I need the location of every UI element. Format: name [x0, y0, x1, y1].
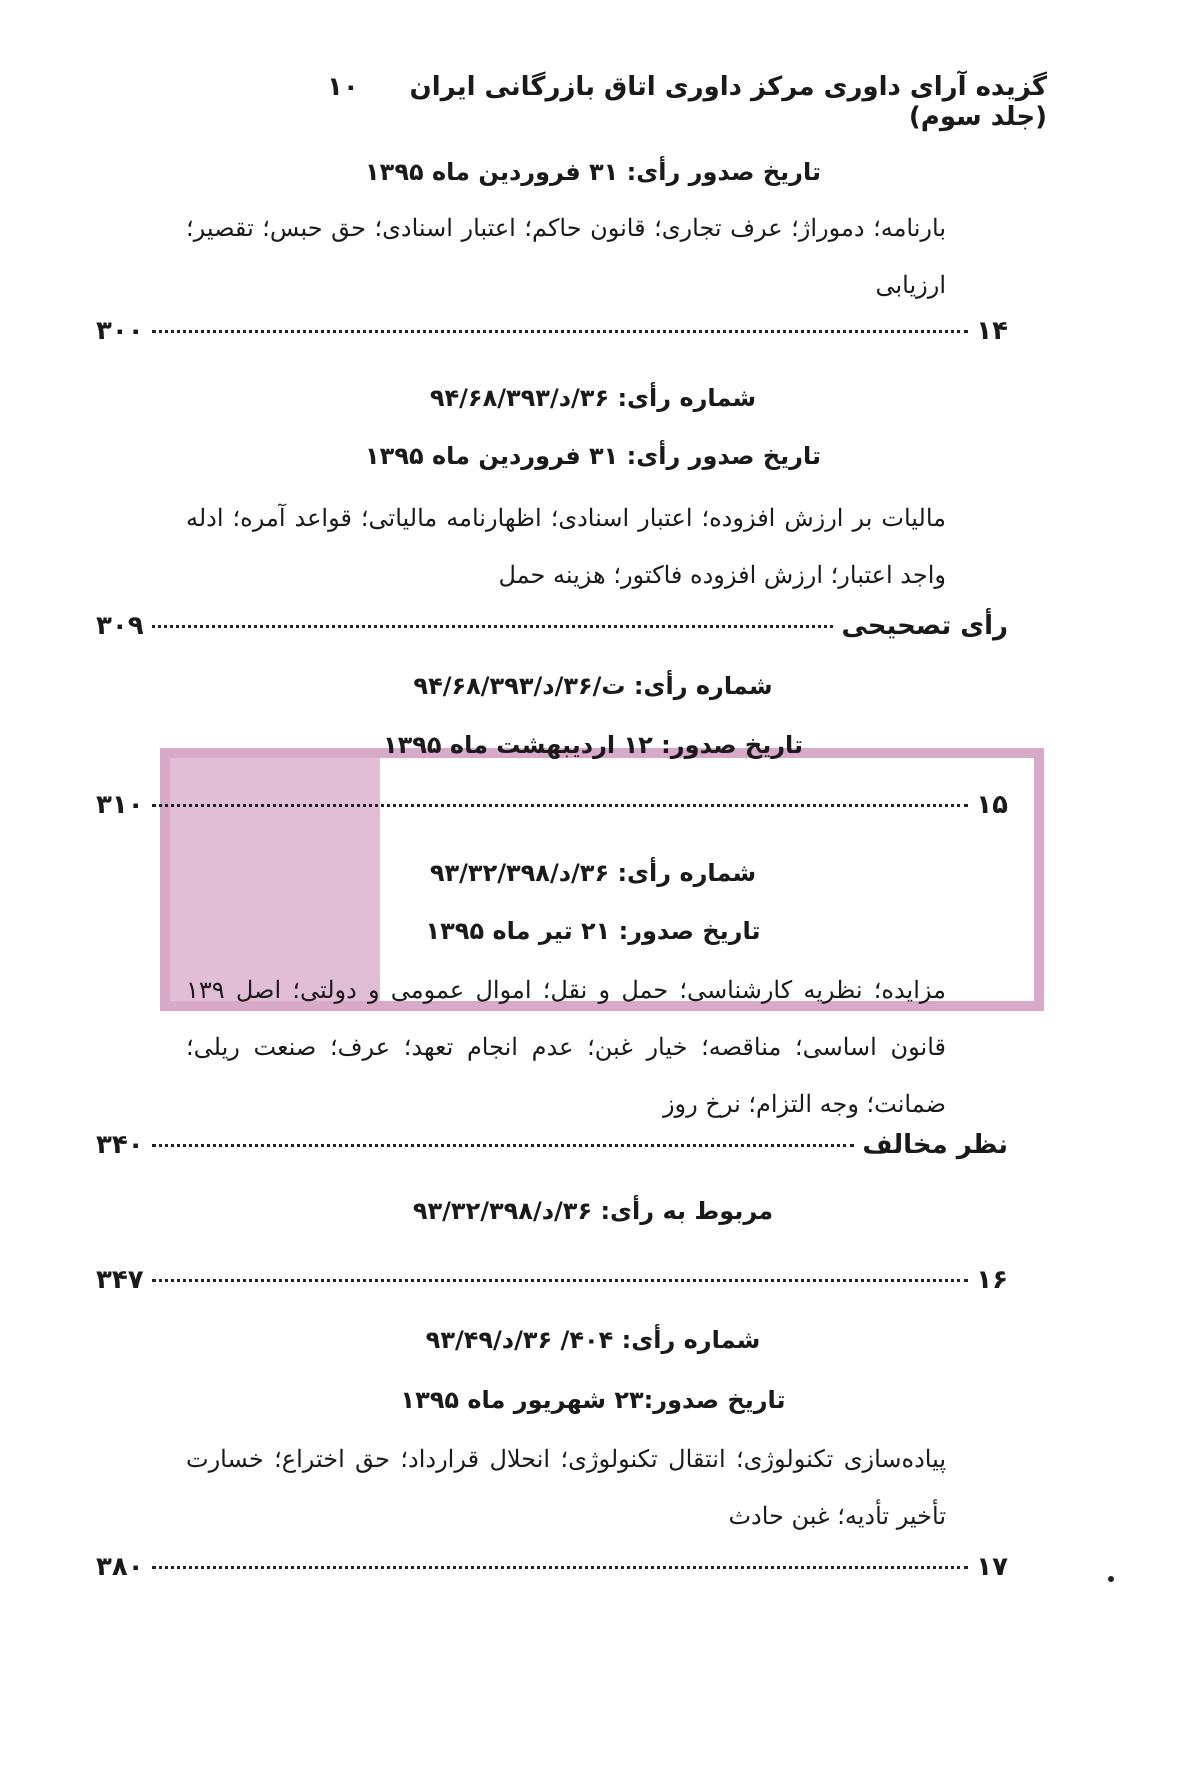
- toc-row-dissent[interactable]: [96, 1130, 1008, 1170]
- toc-row-15[interactable]: [96, 790, 1008, 830]
- leader-dots: [152, 625, 834, 628]
- toc-label: نظر مخالف: [862, 1130, 1008, 1160]
- toc-page-number: ۳۱۰: [96, 790, 144, 820]
- toc-row-16[interactable]: [96, 1265, 1008, 1305]
- entry16-keywords: پیاده‌سازی تکنولوژی؛ انتقال تکنولوژی؛ انحلال قرارداد؛ حق اختراع؛ خسارت تأخیر تأدیه؛ غبن حادث: [186, 1445, 946, 1530]
- entry16-number: شماره رأی: ۴۰۴/ ۳۶/د/۹۳/۴۹: [425, 1326, 761, 1354]
- leader-dots: [152, 330, 969, 333]
- toc-row-correction[interactable]: [96, 611, 1008, 651]
- leader-dots: [152, 804, 969, 807]
- entry15-keywords: مزایده؛ نظریه کارشناسی؛ حمل و نقل؛ اموال عمومی و دولتی؛ اصل ۱۳۹ قانون اساسی؛ مناقصه؛ خیار غبن؛ عدم انجام تعهد؛ عرف؛ صنعت ریلی؛ ضمانت؛ وجه التزام؛ نرخ روز: [186, 976, 946, 1118]
- toc-page-number: ۳۴۰: [96, 1130, 144, 1160]
- toc-page-number: ۳۸۰: [96, 1552, 144, 1582]
- toc-row-17[interactable]: [96, 1552, 1008, 1592]
- leader-dots: [152, 1144, 855, 1147]
- entry16-date: تاریخ صدور:۲۳ شهریور ماه ۱۳۹۵: [400, 1386, 786, 1414]
- page-number: ۱۰: [327, 72, 359, 102]
- leader-dots: [152, 1566, 969, 1569]
- toc-page-number: ۳۰۹: [96, 611, 144, 641]
- running-title: گزیده آرای داوری مرکز داوری اتاق بازرگانی ایران (جلد سوم): [409, 72, 1047, 132]
- entry13-date: تاریخ صدور رأی: ۳۱ فروردین ماه ۱۳۹۵: [365, 158, 821, 186]
- toc-page-number: ۳۰۰: [96, 316, 144, 346]
- entry14-keywords: مالیات بر ارزش افزوده؛ اعتبار اسنادی؛ اظهارنامه مالیاتی؛ قواعد آمره؛ ادله واجد اعتبار؛ ارزش افزوده فاکتور؛ هزینه حمل: [186, 504, 946, 589]
- toc-page-number: ۳۴۷: [96, 1265, 144, 1295]
- toc-label: ۱۴: [976, 316, 1008, 346]
- toc-label: رأی تصحیحی: [841, 611, 1008, 641]
- entry15-date: تاریخ صدور: ۲۱ تیر ماه ۱۳۹۵: [425, 917, 761, 945]
- correction-number: شماره رأی: ت/۳۶/د/۹۴/۶۸/۳۹۳: [413, 672, 773, 700]
- entry13-keywords: بارنامه؛ دموراژ؛ عرف تجاری؛ قانون حاکم؛ اعتبار اسنادی؛ حق حبس؛ تقصیر؛ ارزیابی: [186, 214, 946, 299]
- entry14-date: تاریخ صدور رأی: ۳۱ فروردین ماه ۱۳۹۵: [365, 442, 821, 470]
- entry14-number: شماره رأی: ۳۶/د/۹۴/۶۸/۳۹۳: [429, 384, 757, 412]
- toc-label: ۱۵: [976, 790, 1008, 820]
- dissent-related: مربوط به رأی: ۳۶/د/۹۳/۳۲/۳۹۸: [412, 1197, 774, 1225]
- toc-label: ۱۶: [976, 1265, 1008, 1295]
- page-header: [295, 72, 1047, 132]
- leader-dots: [152, 1279, 969, 1282]
- toc-label: ۱۷: [976, 1552, 1008, 1582]
- entry15-number: شماره رأی: ۳۶/د/۹۳/۳۲/۳۹۸: [429, 859, 757, 887]
- toc-row-14[interactable]: [96, 316, 1008, 356]
- correction-date: تاریخ صدور: ۱۲ اردیبهشت ماه ۱۳۹۵: [382, 731, 804, 759]
- stray-dot: [1108, 1576, 1114, 1582]
